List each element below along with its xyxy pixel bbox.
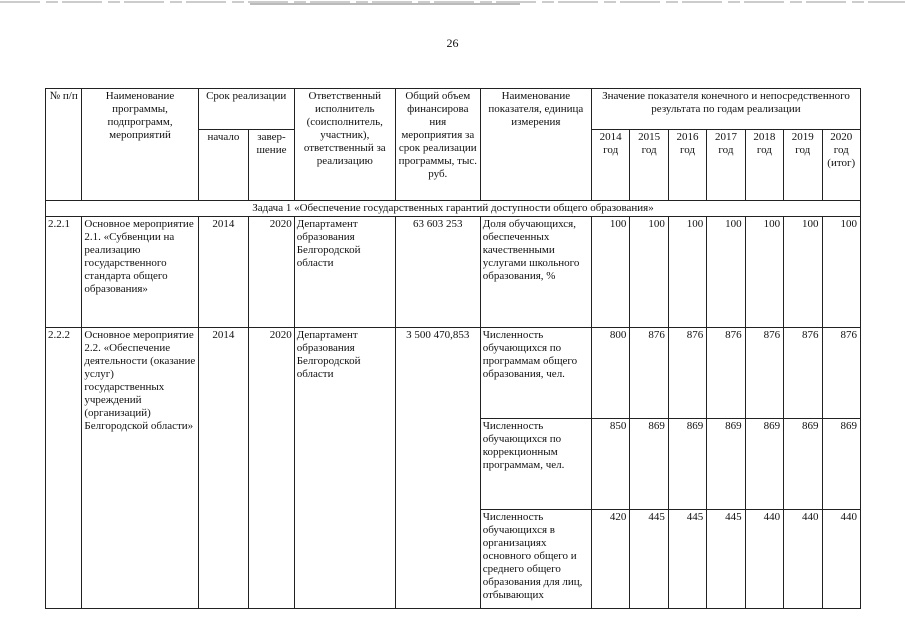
row-value: 869 xyxy=(707,419,745,510)
row-value: 100 xyxy=(591,217,629,328)
header-year: 2020 год (итог) xyxy=(822,130,861,201)
row-value: 440 xyxy=(784,510,822,609)
row-value: 869 xyxy=(784,419,822,510)
header-number: № п/п xyxy=(46,89,82,201)
row-value: 100 xyxy=(745,217,783,328)
row-value: 876 xyxy=(784,328,822,419)
row-value: 869 xyxy=(745,419,783,510)
row-value: 869 xyxy=(822,419,861,510)
header-name: Наименование программы, подпрограмм, мероприятий xyxy=(82,89,198,201)
row-value: 869 xyxy=(630,419,668,510)
row-value: 100 xyxy=(822,217,861,328)
row-end: 2020 xyxy=(249,328,295,609)
header-year: 2014 год xyxy=(591,130,629,201)
row-end: 2020 xyxy=(249,217,295,328)
row-value: 869 xyxy=(668,419,706,510)
row-value: 445 xyxy=(630,510,668,609)
page-number: 26 xyxy=(446,36,459,50)
row-financing: 3 500 470,853 xyxy=(395,328,480,609)
table-row xyxy=(46,217,861,328)
row-financing: 63 603 253 xyxy=(395,217,480,328)
table-row xyxy=(46,328,861,419)
header-year: 2017 год xyxy=(707,130,745,201)
row-value: 876 xyxy=(630,328,668,419)
header-year: 2019 год xyxy=(784,130,822,201)
row-indicator: Численность обучающихся по программам общего образования, чел. xyxy=(480,328,591,419)
row-name: Основное мероприятие 2.2. «Обеспечение деятельности (оказание услуг) государственных учреждений (организаций) Белгородской области» xyxy=(82,328,198,609)
header-period: Срок реализации xyxy=(198,89,294,130)
row-indicator: Численность обучающихся по коррекционным программам, чел. xyxy=(480,419,591,510)
header-indicator: Наименование показателя, единица измерения xyxy=(480,89,591,201)
header-start: начало xyxy=(198,130,249,201)
header-end: завер-шение xyxy=(249,130,295,201)
header-year: 2015 год xyxy=(630,130,668,201)
row-number: 2.2.2 xyxy=(46,328,82,609)
header-year: 2016 год xyxy=(668,130,706,201)
header-year: 2018 год xyxy=(745,130,783,201)
row-value: 440 xyxy=(822,510,861,609)
row-value: 445 xyxy=(707,510,745,609)
row-value: 876 xyxy=(668,328,706,419)
header-row-1 xyxy=(46,89,861,130)
header-financing: Общий объем финансирова ния мероприятия за срок реализации программы, тыс. руб. xyxy=(395,89,480,201)
program-table xyxy=(45,88,861,609)
row-indicator: Численность обучающихся в организациях основного общего и среднего общего образования для лиц, отбывающих xyxy=(480,510,591,609)
row-value: 876 xyxy=(707,328,745,419)
header-values: Значение показателя конечного и непосредственного результата по годам реализации xyxy=(591,89,860,130)
row-value: 850 xyxy=(591,419,629,510)
row-responsible: Департамент образования Белгородской области xyxy=(294,328,395,609)
row-value: 100 xyxy=(707,217,745,328)
task-row xyxy=(46,201,861,217)
row-value: 800 xyxy=(591,328,629,419)
row-start: 2014 xyxy=(198,328,249,609)
row-value: 100 xyxy=(630,217,668,328)
row-responsible: Департамент образования Белгородской области xyxy=(294,217,395,328)
row-value: 876 xyxy=(745,328,783,419)
task-title: Задача 1 «Обеспечение государственных гарантий доступности общего образования» xyxy=(46,201,861,217)
row-value: 440 xyxy=(745,510,783,609)
row-name: Основное мероприятие 2.1. «Субвенции на реализацию государственного стандарта общего образования» xyxy=(82,217,198,328)
scan-edge-noise xyxy=(0,0,905,8)
row-value: 420 xyxy=(591,510,629,609)
row-value: 100 xyxy=(784,217,822,328)
row-value: 100 xyxy=(668,217,706,328)
row-start: 2014 xyxy=(198,217,249,328)
row-indicator: Доля обучающихся, обеспеченных качественными услугами школьного образования, % xyxy=(480,217,591,328)
row-value: 445 xyxy=(668,510,706,609)
row-number: 2.2.1 xyxy=(46,217,82,328)
header-responsible: Ответственный исполнитель (соисполнитель, участник), ответственный за реализацию xyxy=(294,89,395,201)
row-value: 876 xyxy=(822,328,861,419)
